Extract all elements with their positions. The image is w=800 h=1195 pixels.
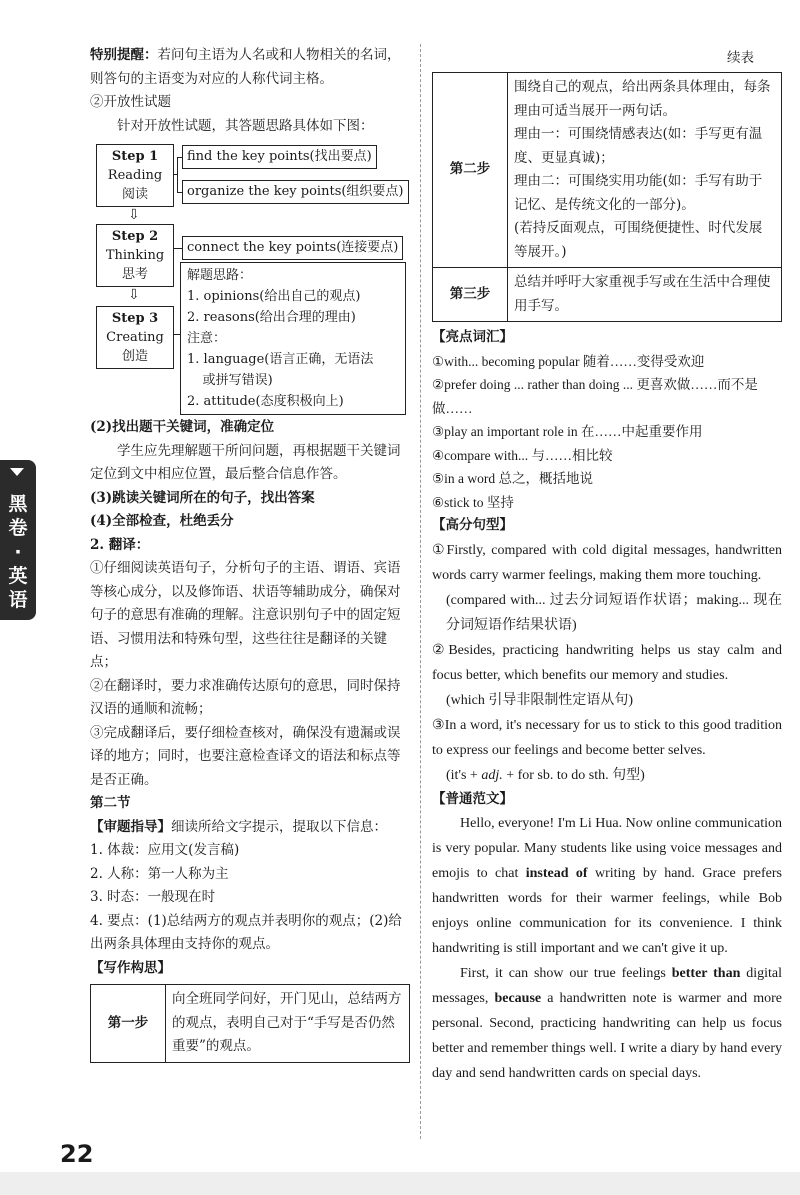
- triangle-icon: [10, 468, 24, 476]
- guide-item-3: 3. 时态：一般现在时: [90, 889, 216, 905]
- step3-box: [96, 306, 174, 369]
- vocab-item: ⑥stick to 坚持: [432, 494, 514, 510]
- side-tab-label: [0, 492, 36, 612]
- guide-item-1: 1. 体裁：应用文(发言稿): [90, 842, 240, 858]
- right-column: [432, 44, 782, 1086]
- essay-label: 【普通范文】: [432, 790, 513, 807]
- side-tab-text: 黑卷·英语: [8, 493, 28, 611]
- step2-content: [508, 73, 782, 268]
- sentence-2-note: (which 引导非限制性定语从句): [446, 692, 634, 708]
- section-4-heading: (4)全部检查，杜绝丢分: [90, 513, 234, 529]
- step1-table: [90, 984, 410, 1063]
- answer-flow-diagram: [90, 144, 410, 412]
- connector: [173, 248, 182, 249]
- connector: [173, 334, 180, 335]
- arrow-down-icon: ⇩: [128, 207, 140, 223]
- step3-label: 第三步: [433, 268, 508, 322]
- steps-table: [432, 72, 782, 322]
- guide-paragraph: [90, 816, 410, 840]
- idea-label: 【写作构思】: [90, 959, 171, 976]
- point1-box: find the key points(找出要点): [182, 145, 377, 169]
- vocab-item: ③play an important role in 在……中起重要作用: [432, 424, 703, 439]
- translation-point-1: ①仔细阅读英语句子，分析句子的主语、谓语、宾语等核心成分，以及修饰语、状语等辅助成分，确保对句子的意思有准确的理解。注意识别句子中的固定短语、习惯用法和特殊句型，这些往往是翻译的关键点；: [90, 560, 401, 670]
- essay-bold: because: [494, 991, 542, 1006]
- guide-item-4: 4. 要点：(1)总结两方的观点并表明你的观点；(2)给出两条具体理由支持你的观点。: [90, 912, 402, 952]
- essay-paragraph-2: [432, 961, 782, 1086]
- solution-line: 1. opinions(给出自己的观点): [187, 289, 361, 304]
- step2-line: 理由二：可围绕实用功能(如：手写有助于记忆、是传统文化的一部分)。: [514, 173, 763, 213]
- section-heading: 第二节: [90, 795, 131, 811]
- step1-text: 向全班同学问好，开门见山，总结两方的观点，表明自己对于“手写是否仍然重要”的观点。: [166, 985, 410, 1063]
- continued-label: 续表: [727, 50, 754, 66]
- step1-box: [96, 144, 174, 207]
- tip-text: 若问句主语为人名或和人物相关的名词，则答句的主语变为对应的人称代词主格。: [90, 47, 401, 87]
- essay-text: a handwritten note is warmer and more personal. Second, practicing handwriting can help us focus better and remember things well. I write a diary by hand every day and send handwritten cards on special days.: [432, 991, 782, 1081]
- sentence-1-note: (compared with... 过去分词短语作状语；making... 现在分词短语作结果状语): [446, 592, 782, 633]
- step3-en: Creating: [106, 330, 164, 345]
- guide-item-2: 2. 人称：第一人称为主: [90, 865, 229, 882]
- step1-en: Reading: [107, 168, 163, 183]
- solution-line: 2. attitude(态度积极向上): [187, 394, 344, 409]
- left-column: [90, 44, 410, 1063]
- section-3-heading: (3)跳读关键词所在的句子，找出答案: [90, 489, 315, 506]
- note-part: + for sb. to do sth. 句型): [502, 767, 645, 783]
- step2-title: Step 2: [111, 229, 159, 244]
- step1-title: Step 1: [111, 149, 159, 164]
- step2-line: 理由一：可围绕情感表达(如：手写更有温度、更显真诚)；: [514, 126, 763, 166]
- vocab-item: ②prefer doing ... rather than doing ... 更喜欢做……而不是做……: [432, 377, 758, 416]
- step2-label: 第二步: [433, 73, 508, 268]
- translation-point-2: ②在翻译时，要力求准确传达原句的意思，同时保持汉语的通顺和流畅；: [90, 677, 401, 717]
- vocab-item: ⑤in a word 总之，概括地说: [432, 471, 593, 486]
- vocab-item: ④compare with... 与……相比较: [432, 447, 613, 463]
- arrow-down-icon: ⇩: [128, 287, 140, 303]
- essay-bold: instead of: [525, 866, 588, 881]
- translation-title: 2. 翻译：: [90, 536, 150, 553]
- translation-point-3: ③完成翻译后，要仔细检查核对，确保没有遗漏或误译的地方；同时，也要注意检查译文的语法和标点等是否正确。: [90, 724, 401, 788]
- solution-line: 注意：: [187, 331, 227, 346]
- tip-label: 特别提醒：: [90, 47, 158, 63]
- column-divider: [420, 44, 421, 1139]
- section-2-heading: (2)找出题干关键词，准确定位: [90, 419, 275, 435]
- page-number: 22: [60, 1140, 94, 1168]
- solution-line: 或拼写错误): [202, 373, 273, 388]
- essay-paragraph-1: [432, 811, 782, 961]
- section-2-text: 学生应先理解题干所问问题，再根据题干关键词定位到文中相应位置，最后整合信息作答。: [90, 442, 401, 482]
- open-intro: 针对开放性试题，其答题思路具体如下图：: [117, 117, 374, 134]
- solution-line: 解题思路：: [187, 268, 253, 283]
- guide-text: 细读所给文字提示，提取以下信息：: [171, 818, 387, 835]
- sentence-2: ②Besides, practicing handwriting helps us stay calm and focus better, which benefits our memory and studies.: [432, 642, 782, 683]
- solution-line: 1. language(语言正确，无语法: [187, 352, 374, 367]
- vocab-label: 【亮点词汇】: [432, 329, 513, 345]
- step3-text: 总结并呼吁大家重视手写或在生活中合理使用手写。: [508, 268, 782, 322]
- step3-zh: 创造: [121, 349, 148, 364]
- note-part: (it's +: [446, 767, 482, 783]
- essay-text: First, it can show our true feelings: [460, 966, 672, 981]
- tip-paragraph: [90, 44, 410, 91]
- open-title: ②开放性试题: [90, 94, 171, 110]
- step2-en: Thinking: [105, 248, 165, 263]
- essay-text: Hello, everyone! I'm Li Hua. Now online communication is very popular. Many students like using voice messages and emojis to chat: [432, 816, 782, 881]
- bottom-strip: [0, 1172, 800, 1195]
- point3-box: connect the key points(连接要点): [182, 236, 403, 260]
- essay-text: writing by hand. Grace prefers handwritten words for their warmer feelings, while Bob enjoys online communication for its convenience. I think handwriting is still important and we can't give it up.: [432, 866, 783, 956]
- bracket: [177, 157, 178, 193]
- solution-box: [180, 262, 406, 415]
- sentence-1: ①Firstly, compared with cold digital messages, handwritten words carry warmer feelings, making them more touching.: [432, 542, 782, 583]
- sentence-label: 【高分句型】: [432, 517, 513, 533]
- step2-line: (若持反面观点，可围绕便捷性、时代发展等展开。): [514, 220, 763, 260]
- sentence-3-note: [432, 763, 782, 788]
- vocab-item: ①with... becoming popular 随着……变得受欢迎: [432, 353, 705, 369]
- solution-line: 2. reasons(给出合理的理由): [187, 310, 356, 325]
- step3-title: Step 3: [111, 311, 159, 326]
- sentence-3: ③In a word, it's necessary for us to stick to this good tradition to express our feelings and become better selves.: [432, 717, 782, 758]
- step2-box: [96, 224, 174, 287]
- step2-line: 围绕自己的观点，给出两条具体理由，每条理由可适当展开一两句话。: [514, 79, 771, 119]
- note-adj: adj.: [481, 767, 503, 783]
- step1-zh: 阅读: [121, 187, 148, 202]
- essay-text: digital messages,: [432, 966, 783, 1006]
- guide-label: 【审题指导】: [90, 818, 171, 835]
- step1-label: 第一步: [91, 985, 166, 1063]
- essay-bold: better than: [671, 966, 741, 981]
- point2-box: organize the key points(组织要点): [182, 180, 409, 204]
- side-tab: [0, 460, 36, 620]
- step2-zh: 思考: [121, 267, 148, 282]
